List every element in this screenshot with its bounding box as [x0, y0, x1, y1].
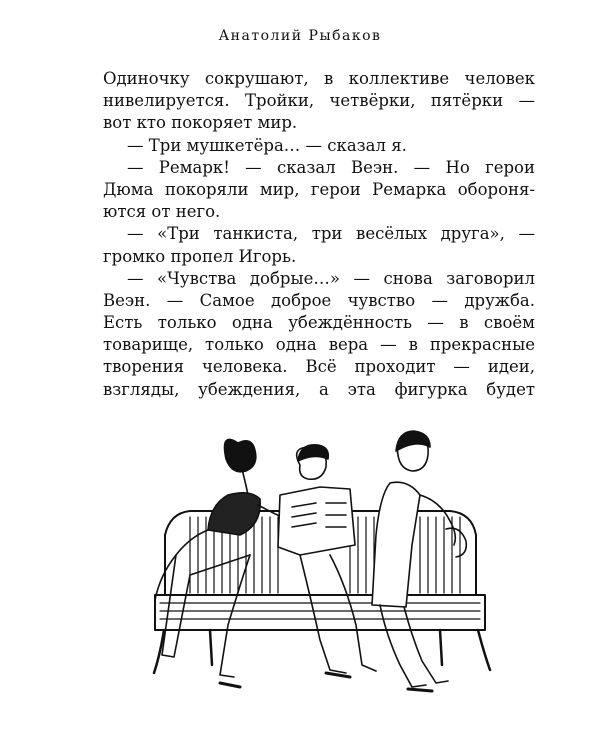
text-line: товарище, только одна вера — в прекрасные [103, 335, 535, 355]
text-line: Есть только одна убеждённость — в своём [103, 313, 535, 333]
sofa-seat [154, 595, 490, 673]
text-line: вот кто покоряет мир. [103, 113, 298, 133]
text-line: нивелируется. Тройки, четвёрки, пятёрки — [103, 91, 535, 111]
text-line: — «Чувства добрые…» — снова заговорил [127, 268, 535, 288]
text-line: творения человека. Всё проходит — идеи, [103, 357, 535, 377]
text-line: ются от него. [103, 202, 221, 222]
text-line: — «Три танкиста, три весёлых друга», — [127, 224, 535, 244]
text-line: Веэн. — Самое доброе чувство — дружба. [103, 290, 535, 310]
running-header-author: Анатолий Рыбаков [218, 28, 382, 44]
three-people-on-sofa-illustration [150, 425, 495, 725]
text-line: Дюма покоряли мир, герои Ремарка обороня- [103, 179, 535, 199]
text-line: взгляды, убеждения, а эта фигурка будет [103, 379, 535, 399]
text-line: — Ремарк! — сказал Веэн. — Но герои [127, 157, 535, 177]
body-text [103, 68, 535, 401]
text-line: — Три мушкетёра… — сказал я. [127, 135, 407, 155]
text-line: Одиночку сокрушают, в коллективе человек [103, 69, 535, 88]
text-line: громко пропел Игорь. [103, 246, 297, 266]
